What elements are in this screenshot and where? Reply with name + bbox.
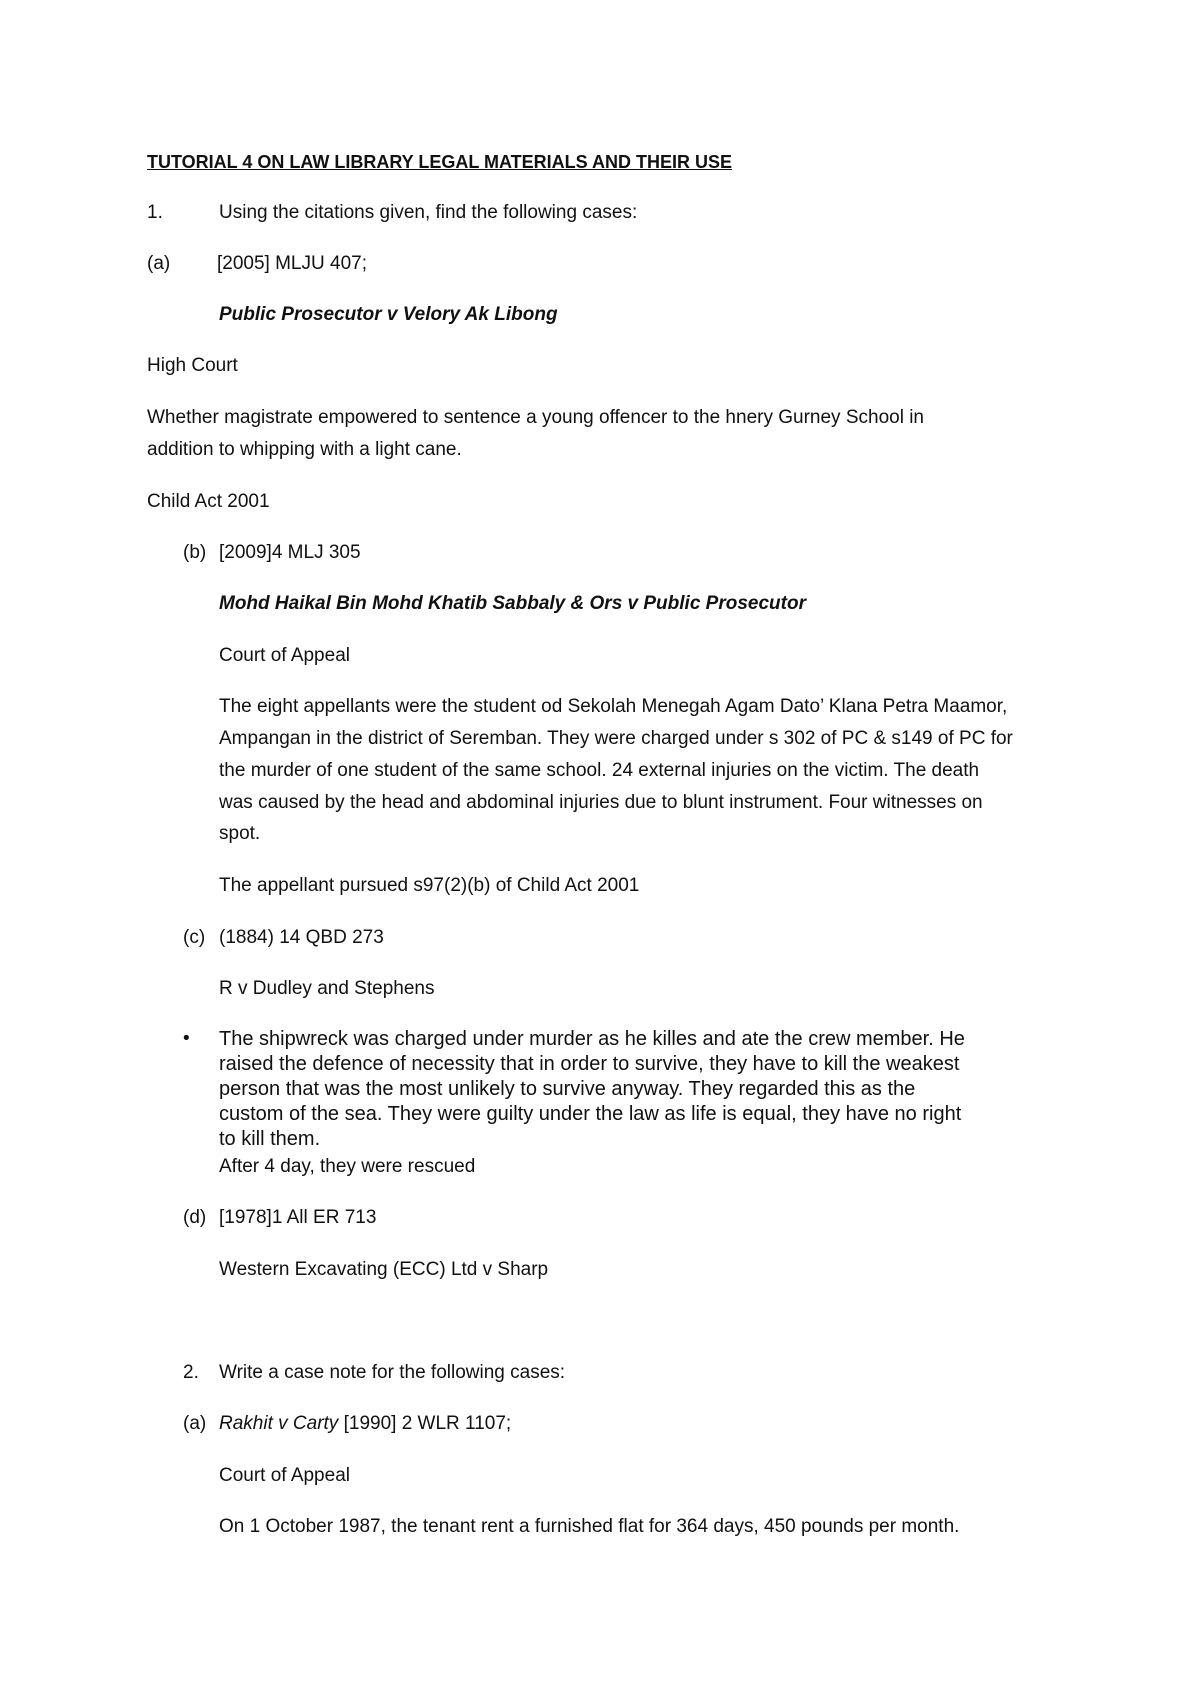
- item-1c-citation: (1884) 14 QBD 273: [219, 927, 384, 948]
- item-1b-case-name: Mohd Haikal Bin Mohd Khatib Sabbaly & Ors v Public Prosecutor: [219, 593, 806, 614]
- document-title: TUTORIAL 4 ON LAW LIBRARY LEGAL MATERIALS AND THEIR USE: [147, 152, 733, 172]
- question-1: [147, 201, 637, 225]
- item-1d: [183, 1206, 376, 1230]
- item-1c-bullet-line-5: to kill them.: [219, 1128, 321, 1150]
- item-2a-label: (a): [183, 1413, 207, 1434]
- item-1d-citation: [1978]1 All ER 713: [219, 1207, 377, 1228]
- item-1a-citation: [2005] MLJU 407;: [217, 253, 367, 274]
- item-1c-bullet-line-2: raised the defence of necessity that in order to survive, they have to kill the weakest: [219, 1053, 960, 1075]
- item-1d-label: (d): [183, 1207, 207, 1228]
- item-1a-statute: Child Act 2001: [147, 491, 270, 512]
- question-1-number: 1.: [147, 202, 163, 223]
- item-1a: [147, 252, 367, 276]
- item-1a-issue-line-2: addition to whipping with a light cane.: [147, 439, 462, 460]
- item-1b-appeal: The appellant pursued s97(2)(b) of Child Act 2001: [219, 875, 640, 896]
- item-1d-case-name: Western Excavating (ECC) Ltd v Sharp: [219, 1259, 549, 1280]
- item-1a-court: High Court: [147, 355, 238, 376]
- item-1b-facts-line-4: was caused by the head and abdominal injuries due to blunt instrument. Four witnesses on: [219, 792, 983, 813]
- item-1c-bullet-line-4: custom of the sea. They were guilty under the law as life is equal, they have no right: [219, 1103, 962, 1125]
- item-2a-case-name: Rakhit v Carty: [219, 1413, 339, 1434]
- item-1b: [183, 541, 361, 565]
- item-1b-label: (b): [183, 542, 207, 563]
- item-1a-issue-line-1: Whether magistrate empowered to sentence a young offencer to the hnery Gurney School in: [147, 407, 924, 428]
- bullet-dot-icon: •: [183, 1028, 190, 1049]
- item-2a-citation: [1990] 2 WLR 1107;: [343, 1413, 512, 1434]
- item-1c-case-name: R v Dudley and Stephens: [219, 978, 435, 999]
- item-2a: [183, 1412, 511, 1436]
- item-1b-facts-line-5: spot.: [219, 823, 261, 844]
- item-1b-court: Court of Appeal: [219, 645, 350, 666]
- item-1c: [183, 926, 384, 950]
- item-1a-label: (a): [147, 253, 171, 274]
- item-2a-court: Court of Appeal: [219, 1465, 350, 1486]
- item-1b-facts-line-3: the murder of one student of the same school. 24 external injuries on the victim. The death: [219, 760, 980, 781]
- item-1a-case-name: Public Prosecutor v Velory Ak Libong: [219, 304, 558, 325]
- question-2: [183, 1361, 565, 1385]
- item-1b-facts-line-1: The eight appellants were the student od Sekolah Menegah Agam Dato’ Klana Petra Maamor,: [219, 696, 1008, 717]
- question-1-text: Using the citations given, find the following cases:: [219, 202, 638, 223]
- question-2-number: 2.: [183, 1362, 199, 1383]
- item-2a-facts: On 1 October 1987, the tenant rent a furnished flat for 364 days, 450 pounds per month.: [219, 1516, 960, 1537]
- item-1c-bullet-line-1: The shipwreck was charged under murder as he killes and ate the crew member. He: [219, 1028, 965, 1050]
- item-1b-facts-line-2: Ampangan in the district of Seremban. They were charged under s 302 of PC & s149 of PC for: [219, 728, 1013, 749]
- question-2-text: Write a case note for the following cases:: [219, 1362, 566, 1383]
- item-1b-citation: [2009]4 MLJ 305: [219, 542, 361, 563]
- item-1c-label: (c): [183, 927, 206, 948]
- item-1c-rescue: After 4 day, they were rescued: [219, 1156, 476, 1177]
- item-1c-bullet-line-3: person that was the most unlikely to survive anyway. They regarded this as the: [219, 1078, 916, 1100]
